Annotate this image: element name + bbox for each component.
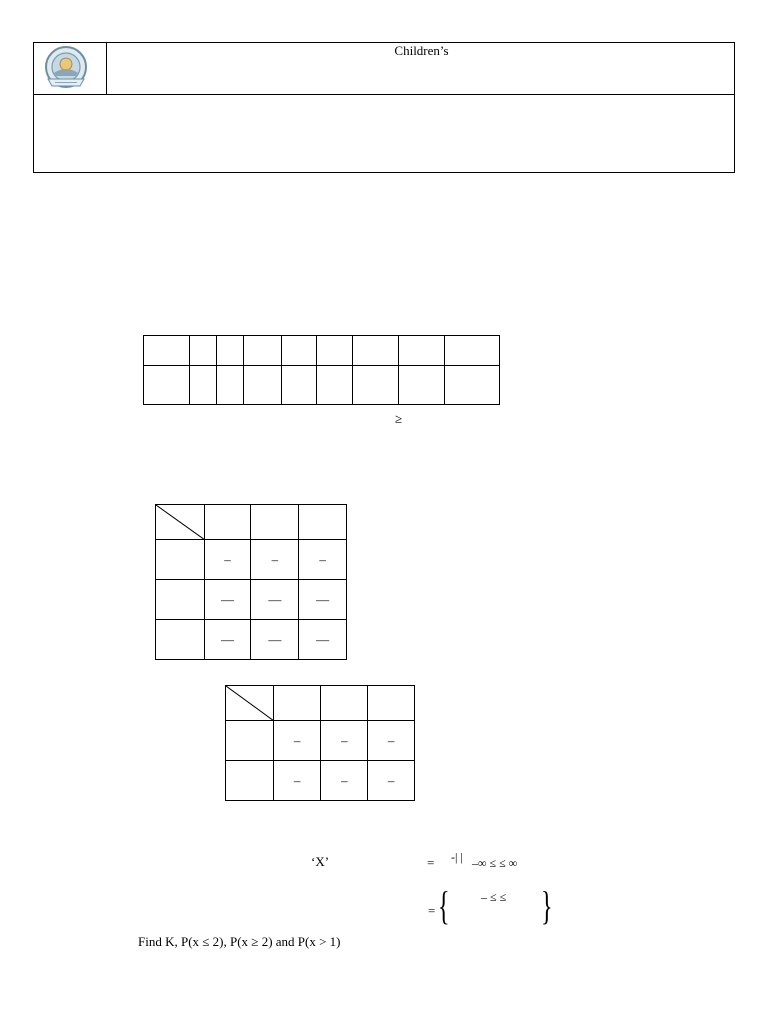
diagonal-corner-cell	[226, 686, 274, 721]
table-cell: –	[321, 721, 368, 761]
table-cell: —	[204, 620, 251, 660]
table-cell	[251, 505, 299, 540]
data-table-b	[155, 504, 347, 660]
table-cell	[144, 336, 190, 366]
page-title: Children’s	[394, 43, 449, 58]
table-cell	[321, 686, 368, 721]
table-cell: –	[299, 540, 347, 580]
data-table-c	[225, 685, 415, 801]
table-cell: –	[204, 540, 251, 580]
table-cell	[243, 336, 281, 366]
table-cell: –	[368, 721, 415, 761]
table-cell	[445, 366, 500, 405]
table-cell	[189, 336, 216, 366]
table-cell	[353, 366, 399, 405]
table-cell	[243, 366, 281, 405]
header-box	[33, 42, 735, 173]
table-cell: –	[251, 540, 299, 580]
table-cell	[399, 366, 445, 405]
table-cell	[317, 336, 353, 366]
school-emblem-icon	[40, 45, 92, 91]
data-table-a	[143, 335, 500, 405]
table-row	[156, 580, 347, 620]
diagonal-line	[156, 505, 204, 540]
table-cell	[226, 721, 274, 761]
table-row	[156, 620, 347, 660]
table-cell	[399, 336, 445, 366]
diagonal-corner-cell	[156, 505, 205, 540]
table-cell: —	[251, 620, 299, 660]
equation-line-1-equals: =	[427, 855, 435, 870]
equation-line-2-equals: =	[428, 903, 436, 918]
table-row	[144, 336, 500, 366]
table-cell: –	[273, 721, 321, 761]
table-cell	[216, 366, 243, 405]
table-cell: –	[273, 761, 321, 801]
table-cell	[144, 366, 190, 405]
variable-label: ‘X’	[311, 854, 330, 869]
equation-line-1-expression: –∞ ≤ ≤ ∞	[472, 856, 518, 870]
right-brace: }	[541, 883, 553, 928]
table-row	[226, 686, 415, 721]
table-cell	[189, 366, 216, 405]
table-cell: —	[299, 580, 347, 620]
table-cell	[317, 366, 353, 405]
table-cell	[156, 580, 205, 620]
table-cell: —	[299, 620, 347, 660]
table-cell	[368, 686, 415, 721]
logo-cell	[34, 43, 107, 94]
question-text: Find K, P(x ≤ 2), P(x ≥ 2) and P(x > 1)	[138, 934, 341, 949]
equation-line-1-bars: -| |	[451, 850, 463, 864]
table-cell	[226, 761, 274, 801]
table-cell	[216, 336, 243, 366]
table-cell	[204, 505, 251, 540]
table-cell	[281, 366, 317, 405]
table-row	[156, 540, 347, 580]
table-cell	[156, 620, 205, 660]
table-cell: —	[204, 580, 251, 620]
geq-symbol: ≥	[395, 411, 403, 426]
table-cell: –	[368, 761, 415, 801]
table-row	[226, 761, 415, 801]
table-row	[156, 505, 347, 540]
table-cell	[445, 336, 500, 366]
table-cell	[273, 686, 321, 721]
equation-line-2-expression: – ≤ ≤	[481, 890, 507, 904]
table-cell: –	[321, 761, 368, 801]
table-cell	[353, 336, 399, 366]
header-row	[34, 43, 734, 95]
left-brace: {	[438, 883, 450, 928]
table-row	[226, 721, 415, 761]
table-row	[144, 366, 500, 405]
table-cell	[156, 540, 205, 580]
table-cell	[281, 336, 317, 366]
diagonal-line	[226, 686, 273, 721]
table-cell	[299, 505, 347, 540]
table-cell: —	[251, 580, 299, 620]
